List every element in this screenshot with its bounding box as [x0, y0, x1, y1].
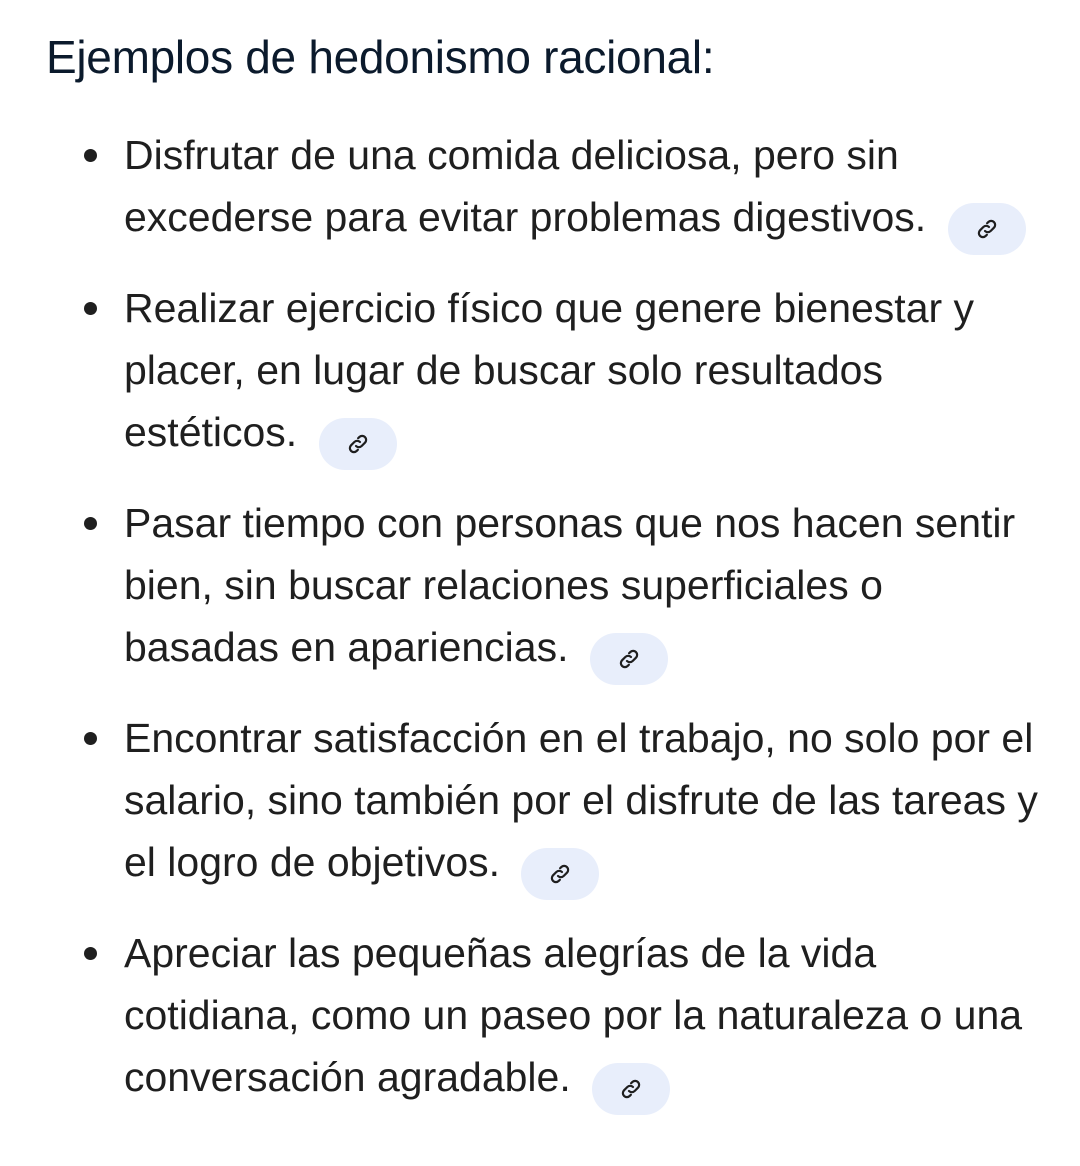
list-item	[46, 277, 1040, 470]
link-icon	[975, 217, 999, 241]
link-icon	[617, 647, 641, 671]
link-icon	[619, 1077, 643, 1101]
bullet-dot	[84, 947, 97, 960]
list-item	[46, 707, 1040, 900]
list-item-text: Realizar ejercicio físico que genere bienestar y placer, en lugar de buscar solo resultados estéticos.	[124, 285, 975, 455]
list-item-text: Encontrar satisfacción en el trabajo, no solo por el salario, sino también por el disfrute de las tareas y el logro de objetivos.	[124, 715, 1038, 885]
source-link-button[interactable]	[521, 848, 599, 900]
list-item-text: Pasar tiempo con personas que nos hacen sentir bien, sin buscar relaciones superficiales o basadas en apariencias.	[124, 500, 1016, 670]
source-link-button[interactable]	[592, 1063, 670, 1115]
list-item	[46, 492, 1040, 685]
list-item-text: Apreciar las pequeñas alegrías de la vida cotidiana, como un paseo por la naturaleza o una conversación agradable.	[124, 930, 1023, 1100]
examples-list	[46, 124, 1040, 1115]
link-icon	[548, 862, 572, 886]
section-heading: Ejemplos de hedonismo racional:	[46, 31, 715, 83]
bullet-dot	[84, 149, 97, 162]
link-icon	[346, 432, 370, 456]
list-item-text: Disfrutar de una comida deliciosa, pero sin excederse para evitar problemas digestivos.	[124, 132, 927, 240]
list-item	[46, 922, 1040, 1115]
bullet-dot	[84, 732, 97, 745]
source-link-button[interactable]	[948, 203, 1026, 255]
list-item	[46, 124, 1040, 255]
source-link-button[interactable]	[590, 633, 668, 685]
source-link-button[interactable]	[319, 418, 397, 470]
bullet-dot	[84, 517, 97, 530]
bullet-dot	[84, 302, 97, 315]
